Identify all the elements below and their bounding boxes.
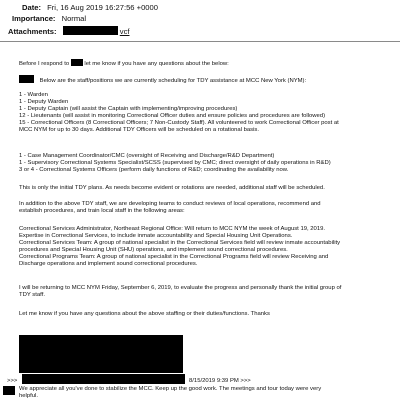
paragraph-specialists xyxy=(19,226,340,268)
quoted-line-2: helpful. xyxy=(19,393,38,399)
signature-redaction xyxy=(19,335,183,373)
staff-intro-redaction xyxy=(19,75,34,83)
importance-row xyxy=(12,14,86,24)
staff-list-1 xyxy=(19,92,339,134)
staff-list-item: 1 - Deputy Captain (will assist the Captain with implementing/improving procedures) xyxy=(19,106,238,112)
paragraph-closing xyxy=(19,311,270,318)
staff-list-item: 1 - Deputy Warden xyxy=(19,99,69,105)
paragraph-text: establish procedures, and train local staff in the following areas: xyxy=(19,208,185,214)
staff-list-item: 1 - Case Management Coordinator/CMC (oversight of Receiving and Discharge/R&D Department) xyxy=(19,153,275,159)
paragraph-text: I will be returning to MCC NYM Friday, September 6, 2019, to evaluate the progress and personally thank the initial group of xyxy=(19,285,342,291)
intro-line xyxy=(19,59,229,68)
paragraph-initial-plans xyxy=(19,185,325,192)
paragraph-text: Correctional Programs Team: A group of national specialist in the Correctional Programs field will review Receiving and xyxy=(19,254,329,260)
paragraph-text: TDY staff. xyxy=(19,292,45,298)
quoted-line-1: We appreciate all you've done to stabilize the MCC. Keep up the good work. The meetings and tour today were very xyxy=(19,386,322,392)
paragraph-text: Discharge operations and implement sound correctional procedures. xyxy=(19,261,198,267)
paragraph-text: Correctional Services Administrator, Northeast Regional Office: Will return to MCC NYM the week of August 19, 2019. xyxy=(19,226,326,232)
sender-redaction xyxy=(22,374,185,384)
staff-list-item: 15 - Correctional Officers (8 Correctional Officers; 7 Non-Custody Staff). All volunteered to work Correctional Officer post at xyxy=(19,120,339,126)
date-value: Fri, 16 Aug 2019 16:27:56 +0000 xyxy=(47,3,158,12)
attachments-label: Attachments: xyxy=(8,27,57,36)
intro-text-a: Before I respond to xyxy=(19,61,70,67)
paragraph-text: In addition to the above TDY staff, we are developing teams to conduct reviews of local operations, recommend and xyxy=(19,201,321,207)
attachments-row xyxy=(8,26,130,37)
quote-timestamp: 8/15/2019 9:39 PM >>> xyxy=(189,378,251,384)
header-divider xyxy=(0,41,400,42)
staff-intro-line xyxy=(19,75,306,85)
staff-list-2 xyxy=(19,153,331,174)
attachment-filename[interactable]: vcf xyxy=(119,27,130,36)
paragraph-text: This is only the initial TDY plans. As needs become evident or rotations are needed, additional staff will be scheduled. xyxy=(19,185,325,191)
attachment-redaction xyxy=(63,26,118,35)
date-row xyxy=(22,3,158,13)
staff-list-item: 1 - Supervisory Correctional Systems Specialist/SCSS (supervised by CMC; direct oversight of daily operations in R&D) xyxy=(19,160,331,166)
staff-list-item: 12 - Lieutenants (will assist in monitoring Correctional Officer duties and ensure policies and procedures are followed) xyxy=(19,113,326,119)
paragraph-return xyxy=(19,285,341,299)
importance-label: Importance: xyxy=(12,14,56,23)
intro-redaction xyxy=(71,59,83,66)
paragraph-teams xyxy=(19,201,321,215)
paragraph-text: Expertise in Correctional Services, to include inmate accountability and Special Housing Unit Operations. xyxy=(19,233,293,239)
staff-list-item: 3 or 4 - Correctional Systems Officers (perform daily functions of R&D; coordinating the availability now. xyxy=(19,167,289,173)
paragraph-text: procedures and Special Housing Unit (SHU) operations, and implement sound correctional procedures. xyxy=(19,247,288,253)
paragraph-text: Correctional Services Team: A group of national specialist in the Correctional Services field will review inmate accountability xyxy=(19,240,341,246)
quote-recipient-redaction xyxy=(3,386,15,395)
staff-list-item: MCC NYM for up to 30 days. Additional TDY Officers will be scheduled on a rotational basis. xyxy=(19,127,259,133)
quote-marker: >>> xyxy=(7,378,18,384)
intro-text-b: let me know if you have any questions about the below: xyxy=(84,61,229,67)
importance-value: Normal xyxy=(61,14,87,23)
paragraph-text: Let me know if you have any questions about the above staffing or their duties/functions. Thanks xyxy=(19,311,270,317)
staff-list-item: 1 - Warden xyxy=(19,92,48,98)
date-label: Date: xyxy=(22,3,41,12)
staff-intro-text: Below are the staff/positions we are currently scheduling for TDY assistance at MCC New York (NYM): xyxy=(39,78,307,84)
